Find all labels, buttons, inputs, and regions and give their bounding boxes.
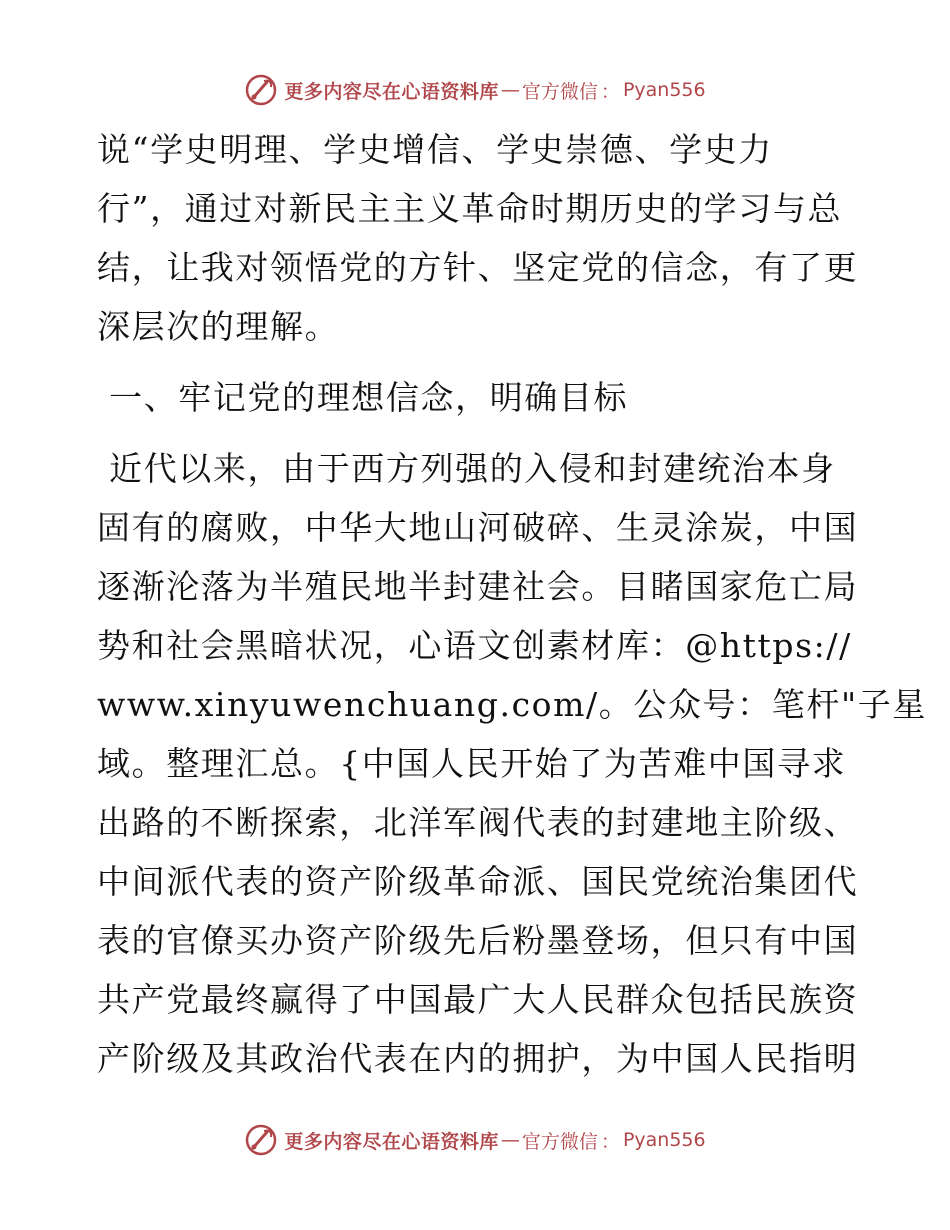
- banner-dash: —: [500, 79, 520, 101]
- brush-logo-icon: [244, 73, 278, 107]
- text-line: 表的官僚买办资产阶级先后粉墨登场，但只有中国: [97, 921, 859, 960]
- text-line: 共产党最终赢得了中国最广大人民群众包括民族资: [97, 980, 859, 1019]
- paragraph-intro: [97, 120, 857, 356]
- text-line: 出路的不断探索，北洋军阀代表的封建地主阶级、: [97, 803, 859, 842]
- text-line: 中间派代表的资产阶级革命派、国民党统治集团代: [97, 862, 859, 901]
- header-banner: [0, 70, 950, 110]
- text-line: 势和社会黑暗状况，心语文创素材库：@https://: [97, 626, 852, 665]
- brush-logo-icon: [244, 1123, 278, 1157]
- text-line: 逐渐沦落为半殖民地半封建社会。目睹国家危亡局: [97, 567, 859, 606]
- footer-banner: [0, 1120, 950, 1160]
- text-line: 近代以来，由于西方列强的入侵和封建统治本身: [97, 449, 836, 488]
- banner-text: 更多内容尽在心语资料库: [284, 80, 499, 103]
- text-line: 说“学史明理、学史增信、学史崇德、学史力: [97, 130, 773, 169]
- text-line: 固有的腐败，中华大地山河破碎、生灵涂炭，中国: [97, 508, 859, 547]
- banner-wechat-id: Pyan556: [622, 1129, 706, 1151]
- banner-text: 更多内容尽在心语资料库: [284, 1130, 499, 1153]
- text-line: 产阶级及其政治代表在内的拥护，为中国人民指明: [97, 1039, 859, 1078]
- banner-separator: ：: [600, 1130, 620, 1153]
- section-heading: [97, 368, 857, 427]
- banner-wechat-label: 官方微信: [521, 80, 598, 103]
- text-line: 深层次的理解。: [97, 307, 340, 346]
- banner-wechat-id: Pyan556: [622, 79, 706, 101]
- text-line: 域。整理汇总。{中国人民开始了为苦难中国寻求: [97, 744, 847, 783]
- banner-dash: —: [500, 1129, 520, 1151]
- text-line: www.xinyuwenchuang.com/。公众号：笔杆"子星: [97, 685, 927, 724]
- paragraph-body: [97, 439, 927, 1088]
- text-line: 行”，通过对新民主主义革命时期历史的学习与总: [97, 189, 843, 228]
- heading-line: 一、牢记党的理想信念，明确目标: [97, 378, 629, 417]
- banner-wechat-label: 官方微信: [521, 1130, 598, 1153]
- document-body: [97, 120, 927, 1088]
- banner-separator: ：: [600, 80, 620, 103]
- text-line: 结，让我对领悟党的方针、坚定党的信念，有了更: [97, 248, 859, 287]
